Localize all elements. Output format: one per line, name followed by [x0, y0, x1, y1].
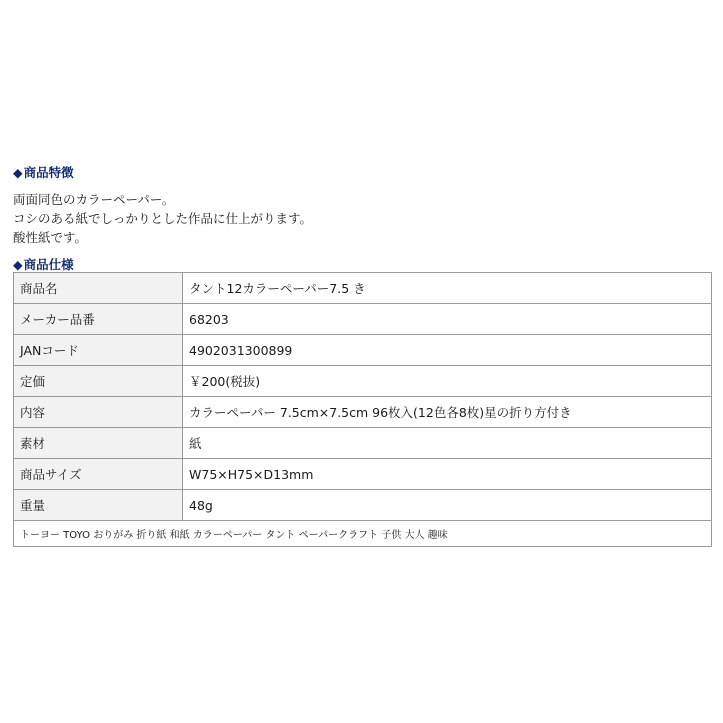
spec-value-weight: 48g — [183, 490, 712, 521]
spec-label-maker-number: メーカー品番 — [14, 304, 183, 335]
diamond-icon: ◆ — [13, 257, 23, 272]
spec-value-maker-number: 68203 — [183, 304, 712, 335]
table-row — [14, 366, 712, 397]
spec-value-product-name: タント12カラーペーパー7.5 き — [183, 273, 712, 304]
features-heading-text: 商品特徴 — [23, 165, 74, 180]
spec-label-jan-code: JANコード — [14, 335, 183, 366]
features-text — [13, 190, 312, 247]
spec-value-material: 紙 — [183, 428, 712, 459]
table-row — [14, 521, 712, 547]
table-row — [14, 459, 712, 490]
spec-label-price: 定価 — [14, 366, 183, 397]
table-row — [14, 273, 712, 304]
feature-line: 酸性紙です。 — [13, 230, 88, 245]
table-row — [14, 304, 712, 335]
tags-cell: トーヨー TOYO おりがみ 折り紙 和紙 カラーペーパー タント ペーパークラフト 子供 大人 趣味 — [14, 521, 712, 547]
feature-line: コシのある紙でしっかりとした作品に仕上がります。 — [13, 211, 313, 226]
spec-value-size: W75×H75×D13mm — [183, 459, 712, 490]
spec-label-product-name: 商品名 — [14, 273, 183, 304]
diamond-icon: ◆ — [13, 165, 23, 180]
table-row — [14, 397, 712, 428]
spec-label-weight: 重量 — [14, 490, 183, 521]
table-row — [14, 335, 712, 366]
spec-label-size: 商品サイズ — [14, 459, 183, 490]
spec-table — [13, 272, 712, 547]
table-row — [14, 490, 712, 521]
table-row — [14, 428, 712, 459]
specs-heading-text: 商品仕様 — [23, 257, 74, 272]
feature-line: 両面同色のカラーペーパー。 — [13, 192, 175, 207]
spec-label-material: 素材 — [14, 428, 183, 459]
spec-value-contents: カラーペーパー 7.5cm×7.5cm 96枚入(12色各8枚)星の折り方付き — [183, 397, 712, 428]
features-heading — [13, 163, 74, 181]
specs-heading — [13, 255, 74, 273]
spec-value-jan-code: 4902031300899 — [183, 335, 712, 366]
spec-label-contents: 内容 — [14, 397, 183, 428]
spec-value-price: ￥200(税抜) — [183, 366, 712, 397]
